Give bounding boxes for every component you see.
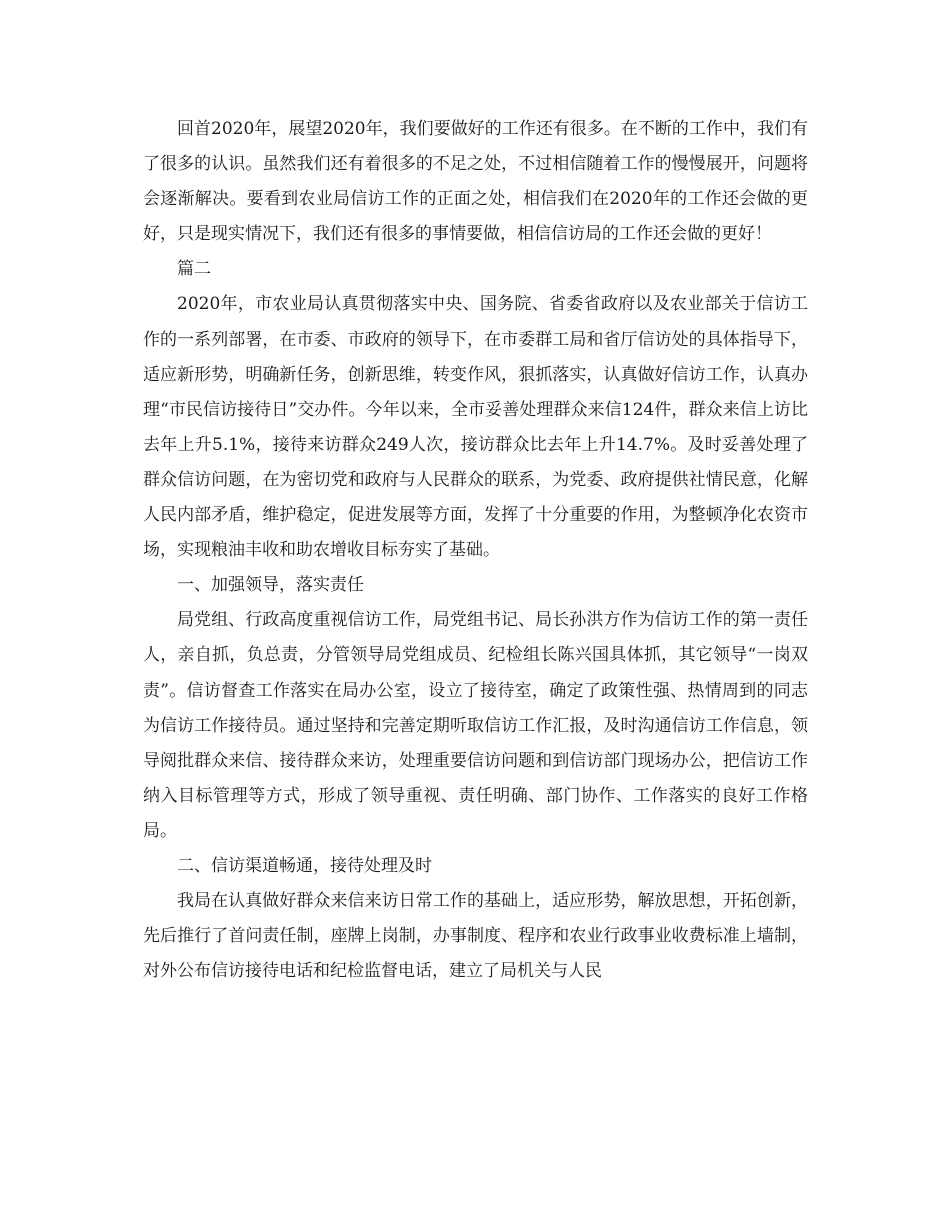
intro-paragraph: 回首2020年，展望2020年，我们要做好的工作还有很多。在不断的工作中，我们有了很多的认识。虽然我们还有着很多的不足之处，不过相信随着工作的慢慢展开，问题将会逐渐解决。要看到农业局信访工作的正面之处，相信我们在2020年的工作还会做的更好，只是现实情况下，我们还有很多的事情要做，相信信访局的工作还会做的更好！ xyxy=(143,119,808,245)
document-page xyxy=(143,112,808,989)
leadership-paragraph: 局党组、行政高度重视信访工作，局党组书记、局长孙洪方作为信访工作的第一责任人，亲自抓，负总责，分管领导局党组成员、纪检组长陈兴国具体抓，其它领导“一岗双责”。信访督查工作落实在局办公室，设立了接待室，确定了政策性强、热情周到的同志为信访工作接待员。通过坚持和完善定期听取信访工作汇报，及时沟通信访工作信息，领导阅批群众来信、接待群众来访，处理重要信访问题和到信访部门现场办公，把信访工作纳入目标管理等方式，形成了领导重视、责任明确、部门协作、工作落实的良好工作格局。 xyxy=(143,610,808,841)
channels-paragraph: 我局在认真做好群众来信来访日常工作的基础上，适应形势，解放思想，开拓创新，先后推行了首问责任制，座牌上岗制，办事制度、程序和农业行政事业收费标准上墙制，对外公布信访接待电话和纪检监督电话，建立了局机关与人民 xyxy=(143,891,808,982)
section-title-part-two: 篇二 xyxy=(177,259,211,280)
heading-channels: 二、信访渠道畅通，接待处理及时 xyxy=(177,855,432,876)
summary-paragraph: 2020年，市农业局认真贯彻落实中央、国务院、省委省政府以及农业部关于信访工作的一系列部署，在市委、市政府的领导下，在市委群工局和省厅信访处的具体指导下，适应新形势，明确新任务，创新思维，转变作风，狠抓落实，认真做好信访工作，认真办理“市民信访接待日”交办件。今年以来，全市妥善处理群众来信124件，群众来信上访比去年上升5.1%，接待来访群众249人次，接访群众比去年上升14.7%。及时妥善处理了群众信访问题，在为密切党和政府与人民群众的联系，为党委、政府提供社情民意，化解人民内部矛盾，维护稳定，促进发展等方面，发挥了十分重要的作用，为整顿净化农资市场，实现粮油丰收和助农增收目标夯实了基础。 xyxy=(143,294,808,561)
heading-leadership: 一、加强领导，落实责任 xyxy=(177,575,364,596)
